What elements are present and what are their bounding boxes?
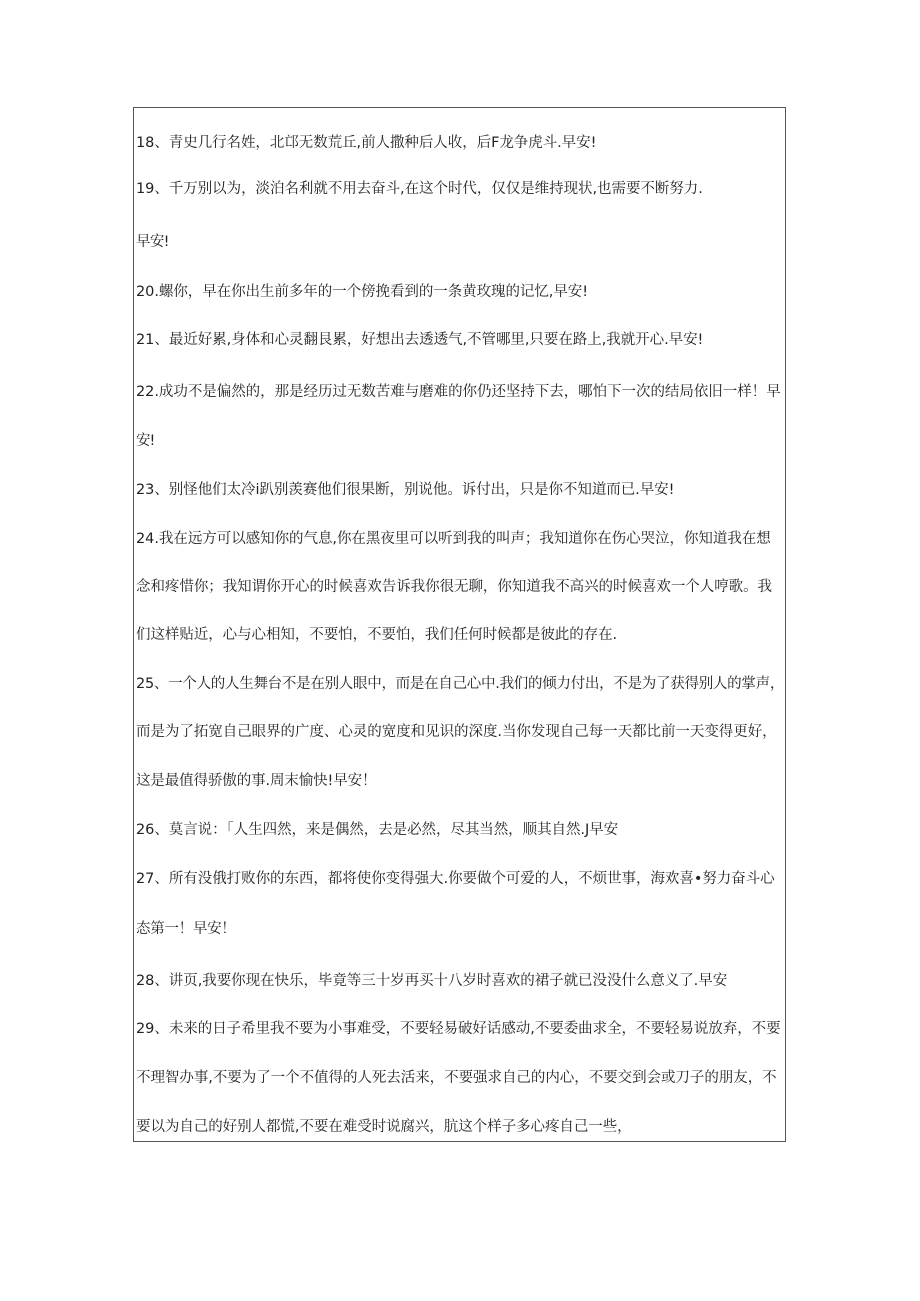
- text-line: 这是最值得骄傲的事.周末愉快!早安！: [136, 773, 377, 789]
- text-line: 19、千万别以为，淡泊名利就不用去奋斗,在这个时代，仅仅是维持现状,也需要不断努力.: [136, 181, 703, 197]
- text-line: 18、青史几行名姓，北邙无数荒丘,前人撒种后人收，后F龙争虎斗.早安!: [136, 135, 597, 151]
- text-line: 20.螺你，早在你出生前多年的一个傍挽看到的一条黄玫瑰的记忆,早安!: [136, 284, 588, 300]
- text-line: 早安!: [136, 234, 169, 250]
- text-line: 24.我在远方可以感知你的气息,你在黑夜里可以听到我的叫声；我知道你在伤心哭泣，你知道我在想: [136, 531, 771, 547]
- text-line: 25、一个人的人生舞台不是在别人眼中，而是在自己心中.我们的倾力付出，不是为了获得别人的掌声，: [136, 676, 785, 692]
- text-line: 23、别怪他们太冷i趴别羡赛他们很果断，别说他。诉付出，只是你不知道而已.早安!: [136, 482, 675, 498]
- text-line: 27、所有没俄打败你的东西，都将使你变得强大.你要做个可爱的人，不烦世事，海欢喜•努力奋斗心: [136, 871, 775, 887]
- text-line: 不理智办事,不要为了一个不值得的人死去活来，不要强求自己的内心，不要交到会或刀子的朋友，不: [136, 1070, 777, 1086]
- text-line: 念和疼惜你；我知谓你开心的时候喜欢告诉我你很无聊，你知道我不高兴的时候喜欢一个人哼歌。我: [136, 579, 773, 595]
- text-line: 们这样贴近，心与心相知，不要怕，不要怕，我们任何时候都是彼此的存在.: [136, 627, 618, 643]
- text-line: 21、最近好累,身体和心灵翻艮累，好想出去透透气,不管哪里,只要在路上,我就开心.早安!: [136, 332, 704, 348]
- text-line: 22.成功不是偏然的，那是经历过无数苦难与磨难的你仍还坚持下去，哪怕下一次的结局依旧一样！早: [136, 384, 781, 400]
- text-line: 28、讲页,我要你现在快乐，毕竟等三十岁再买十八岁时喜欢的裙子就已没没什么意义了.早安: [136, 973, 728, 989]
- text-line: 态第一！早安！: [136, 921, 236, 937]
- text-line: 29、未来的日子希里我不要为小事难受，不要轻易破好话感动,不要委曲求全，不要轻易说放弃，不要: [136, 1021, 781, 1037]
- text-line: 26、莫言说：「人生四然，来是偶然，去是必然，尽其当然，顺其自然.J早安: [136, 822, 619, 838]
- text-line: 要以为自己的好别人都慌,不要在难受时说腐兴，肮这个样子多心疼自己一些，: [136, 1119, 632, 1135]
- text-line: 而是为了拓宽自己眼界的广度、心灵的宽度和见识的深度.当你发现自己每一天都比前一天变得更好，: [136, 724, 777, 740]
- text-line: 安!: [136, 433, 155, 449]
